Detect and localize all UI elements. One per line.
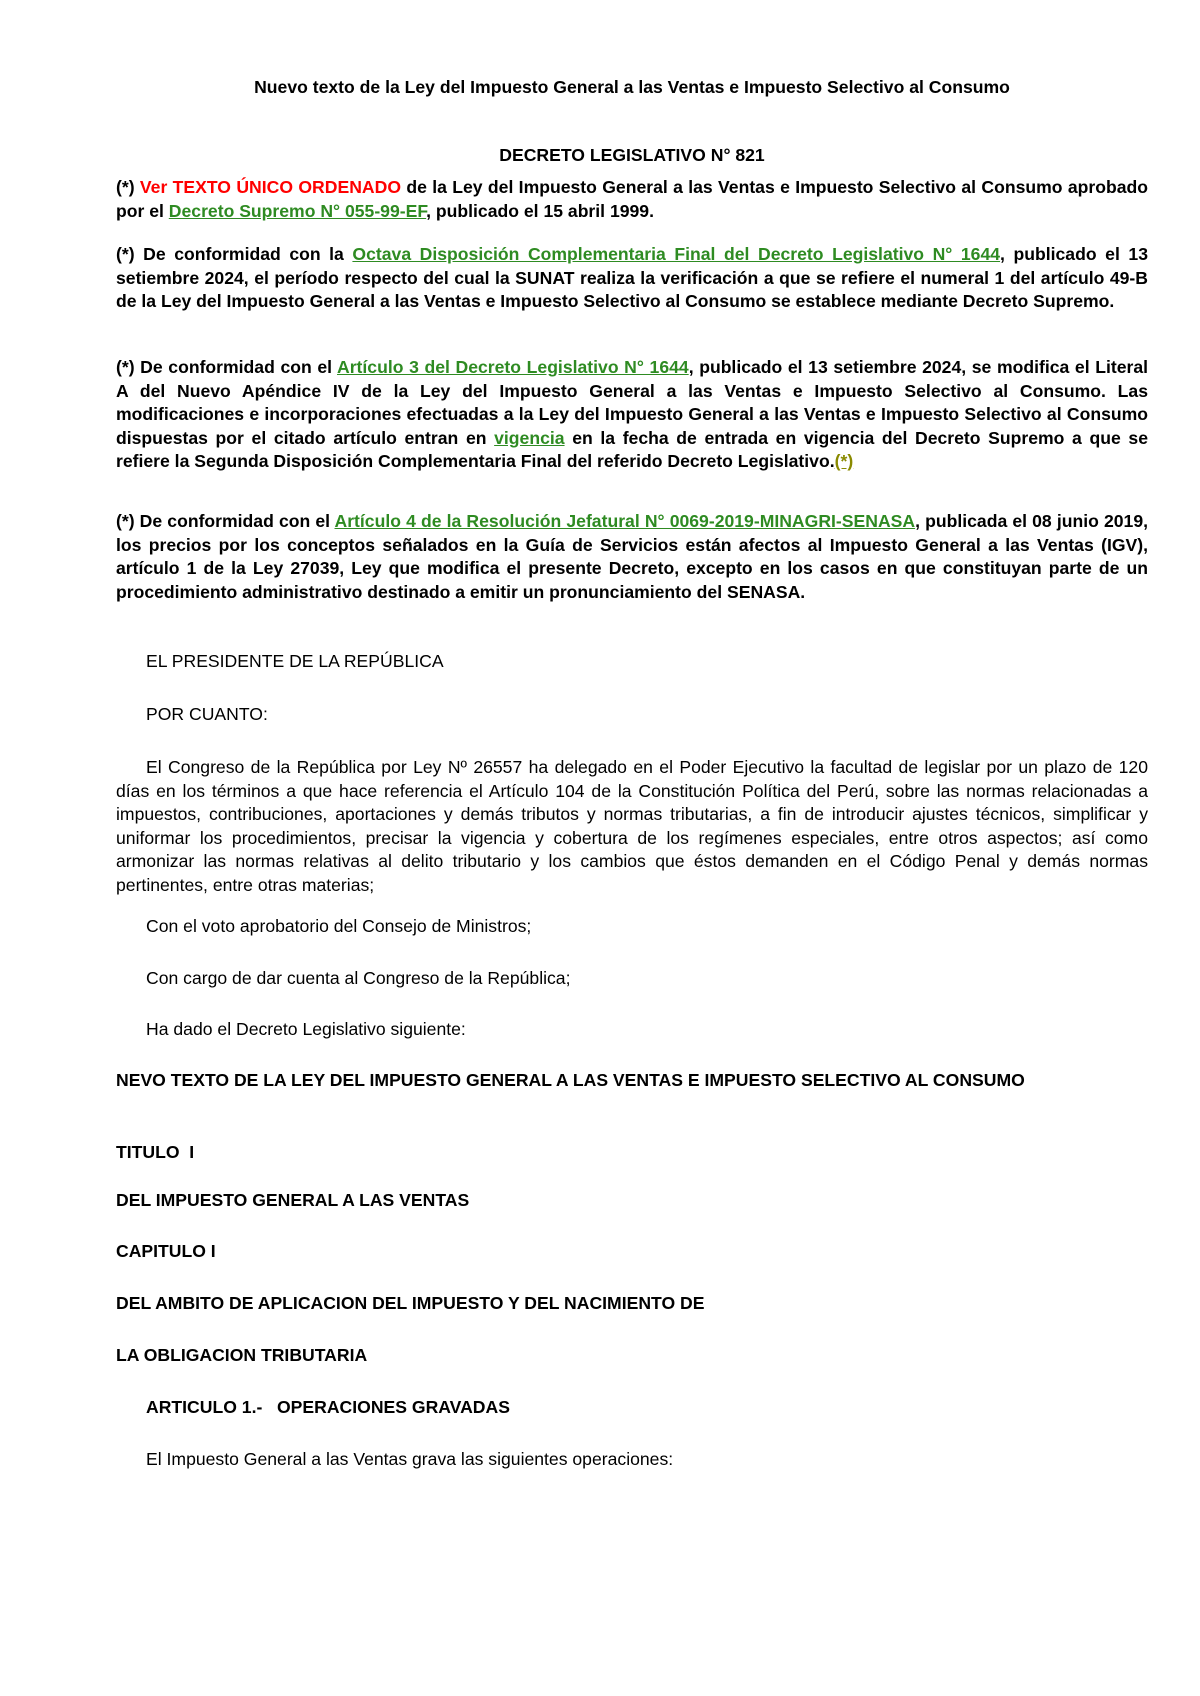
- decree-heading: DECRETO LEGISLATIVO N° 821: [499, 145, 765, 165]
- capitulo-name-line-2: LA OBLIGACION TRIBUTARIA: [116, 1345, 368, 1365]
- capitulo-heading: CAPITULO I: [116, 1241, 216, 1261]
- articulo-heading: ARTICULO 1.- OPERACIONES GRAVADAS: [146, 1397, 510, 1417]
- link-articulo-3-dl-1644[interactable]: Artículo 3 del Decreto Legislativo N° 1644: [337, 357, 689, 377]
- texto-unico-label: Ver TEXTO ÚNICO ORDENADO: [139, 177, 402, 197]
- voto-line: Con el voto aprobatorio del Consejo de Ministros;: [146, 916, 532, 936]
- link-octava-disposicion[interactable]: Octava Disposición Complementaria Final del Decreto Legislativo N° 1644: [352, 244, 1001, 264]
- president-line: EL PRESIDENTE DE LA REPÚBLICA: [146, 651, 444, 671]
- law-title: NEVO TEXTO DE LA LEY DEL IMPUESTO GENERAL A LAS VENTAS E IMPUESTO SELECTIVO AL CONSUMO: [116, 1070, 1025, 1090]
- capitulo-name-line-1: DEL AMBITO DE APLICACION DEL IMPUESTO Y DEL NACIMIENTO DE: [116, 1293, 705, 1313]
- cargo-line: Con cargo de dar cuenta al Congreso de la República;: [146, 968, 571, 988]
- por-cuanto: POR CUANTO:: [146, 704, 268, 724]
- note-articulo-3: (*) De conformidad con el Artículo 3 del Decreto Legislativo N° 1644, publicado el 13 setiembre 2024, se modifica el Literal A del Nuevo Apéndice IV de la Ley del Impuesto General a las Ventas e Impuesto Selectivo al Consumo. Las modificaciones e incorporaciones efectuadas a la Ley del Impuesto General a las Ventas e Impuesto Selectivo al Consumo dispuestas por el citado artículo entran en vigencia en la fecha de entrada en vigencia del Decreto Supremo a que se refiere la Segunda Disposición Complementaria Final del referido Decreto Legislativo.(*): [116, 357, 1149, 471]
- titulo-heading: TITULO I: [116, 1142, 195, 1162]
- note-articulo-4-senasa: (*) De conformidad con el Artículo 4 de la Resolución Jefatural N° 0069-2019-MINAGRI-SENASA, publicada el 08 junio 2019, los precios por los conceptos señalados en la Guía de Servicios están afectos al Impuesto General a las Ventas (IGV), artículo 1 de la Ley 27039, Ley que modifica el presente Decreto, excepto en los casos en que constituyan parte de un procedimiento administrativo destinado a emitir un pronunciamiento del SENASA.: [116, 511, 1148, 602]
- document-title: Nuevo texto de la Ley del Impuesto General a las Ventas e Impuesto Selectivo al Consumo: [254, 77, 1010, 97]
- link-decreto-supremo-055-99-ef[interactable]: Decreto Supremo N° 055-99-EF: [168, 200, 427, 221]
- congreso-paragraph: El Congreso de la República por Ley Nº 26557 ha delegado en el Poder Ejecutivo la facultad de legislar por un plazo de 120 días en los términos a que hace referencia el Artículo 104 de la Constitución Política del Perú, sobre las normas relacionadas a impuestos, contribuciones, aportaciones y demás tributos y normas tributarias, a fin de introducir ajustes técnicos, simplificar y uniformar los procedimientos, precisar la vigencia y cobertura de los regímenes especiales, entre otros aspectos; así como armonizar las normas relativas al delito tributario y los cambios que éstos demanden en el Código Penal y demás normas pertinentes, entre otras materias;: [116, 757, 1148, 895]
- note-octava-disposicion: (*) De conformidad con la Octava Disposición Complementaria Final del Decreto Legislativo N° 1644, publicado el 13 setiembre 2024, el período respecto del cual la SUNAT realiza la verificación a que se refiere el numeral 1 del artículo 49-B de la Ley del Impuesto General a las Ventas e Impuesto Selectivo al Consumo se establece mediante Decreto Supremo.: [116, 244, 1148, 311]
- note-texto-unico: (*) Ver TEXTO ÚNICO ORDENADO de la Ley del Impuesto General a las Ventas e Impuesto Selectivo al Consumo aprobado por el Decreto Supremo N° 055-99-EF, publicado el 15 abril 1999.: [116, 177, 1149, 221]
- note-marker: (*): [116, 177, 140, 197]
- titulo-name: DEL IMPUESTO GENERAL A LAS VENTAS: [116, 1190, 470, 1210]
- link-footnote-ref[interactable]: (*): [834, 451, 854, 471]
- link-vigencia[interactable]: vigencia: [494, 427, 565, 448]
- link-resolucion-jefatural-senasa[interactable]: Artículo 4 de la Resolución Jefatural N° 0069-2019-MINAGRI-SENASA: [334, 511, 916, 531]
- ha-dado-line: Ha dado el Decreto Legislativo siguiente:: [146, 1019, 466, 1039]
- articulo-intro: El Impuesto General a las Ventas grava las siguientes operaciones:: [146, 1449, 674, 1469]
